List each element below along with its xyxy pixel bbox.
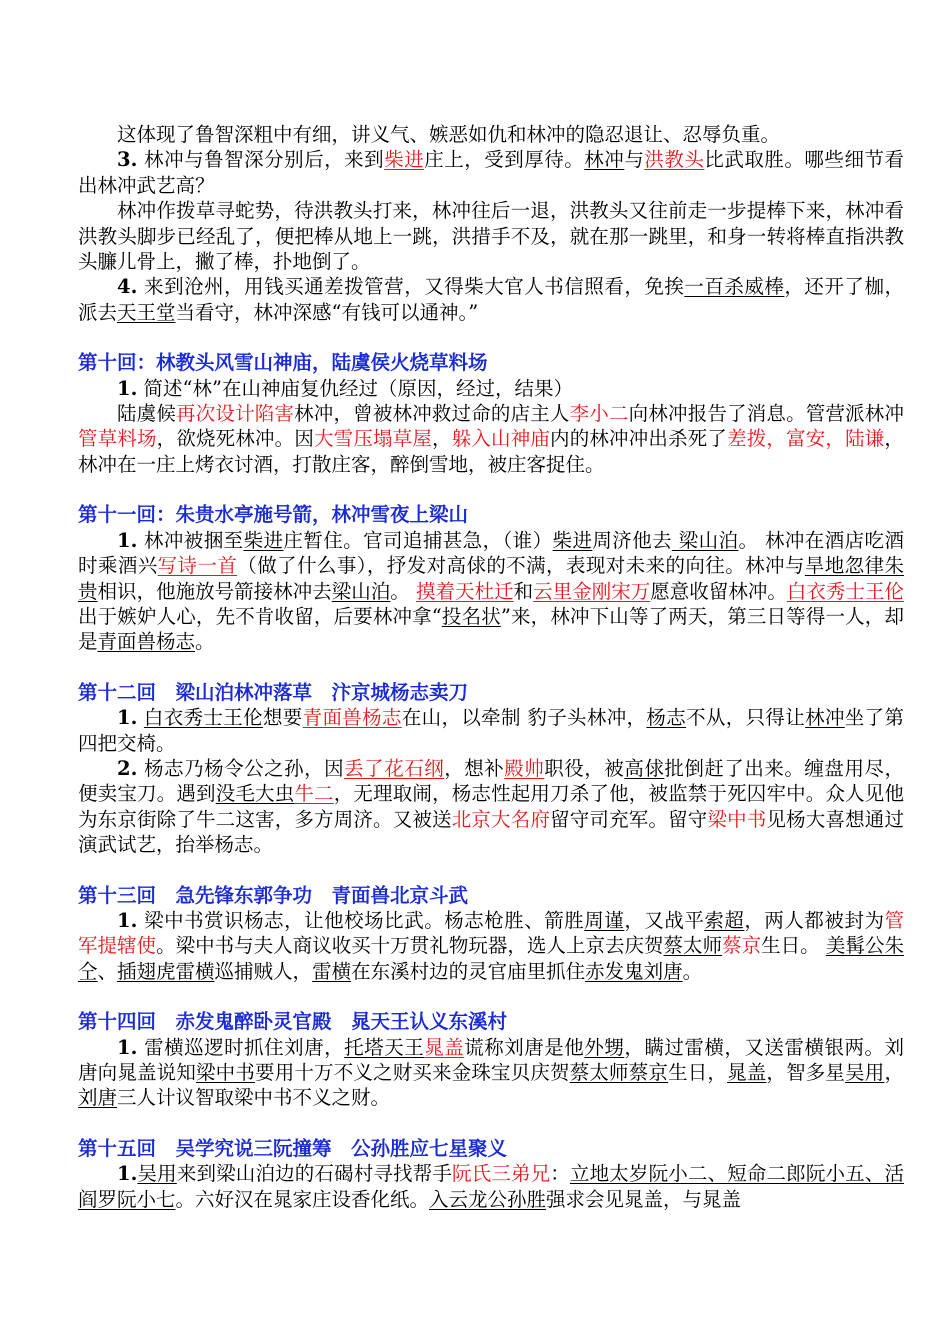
text-run: 4. bbox=[117, 275, 138, 299]
text-run: 第十一回：朱贵水亭施号箭，林冲雪夜上梁山 bbox=[78, 503, 469, 527]
chapter-heading bbox=[78, 1009, 904, 1034]
text-run: 周济他去 bbox=[592, 528, 673, 552]
underlined-text: 没毛大虫 bbox=[215, 782, 295, 806]
text-run: 批倒赶了出来。缠盘用尽，便卖宝刀。遇到 bbox=[78, 756, 904, 806]
text-run: ，又战平 bbox=[624, 908, 705, 932]
text-run: ，想补 bbox=[444, 756, 505, 780]
paragraph bbox=[78, 122, 904, 147]
text-run: ， bbox=[884, 1061, 904, 1084]
text-run: 谎称刘唐是他 bbox=[464, 1035, 585, 1059]
highlighted-text: 青面兽杨志 bbox=[302, 706, 402, 730]
highlighted-text: 柴进 bbox=[384, 148, 425, 172]
highlighted-text: 殿帅 bbox=[504, 756, 545, 780]
underlined-text: 梁山泊 bbox=[672, 528, 739, 552]
underlined-text: 刘唐 bbox=[78, 1086, 118, 1110]
text-run: ，还开了枷，派去 bbox=[78, 275, 904, 324]
text-run: 想要 bbox=[262, 706, 303, 730]
text-run: ，智多星 bbox=[766, 1061, 846, 1084]
underlined-text: 晁盖 bbox=[727, 1061, 767, 1084]
highlighted-text: 北京大名府 bbox=[451, 807, 551, 831]
highlighted-text: 牛二 bbox=[294, 782, 334, 806]
page-content bbox=[78, 122, 904, 1212]
text-run: ，欲烧死林冲。因 bbox=[156, 427, 315, 451]
text-run: 强求会见晁盖，与晁盖 bbox=[546, 1187, 742, 1211]
highlighted-text: 阮氏三弟兄 bbox=[452, 1162, 551, 1186]
text-run: 陆虞候 bbox=[117, 402, 177, 426]
paragraph bbox=[78, 274, 904, 325]
text-run: 来到沧州，用钱买通差拨管营，又得柴大官人书信照看，免挨 bbox=[137, 275, 685, 299]
underlined-text: 外甥 bbox=[584, 1035, 625, 1059]
text-run: 第十四回 赤发鬼醉卧灵官殿 晁天王认义东溪村 bbox=[78, 1010, 508, 1034]
paragraph bbox=[78, 528, 904, 655]
underlined-text: 柴进 bbox=[552, 528, 593, 552]
highlighted-text: 躲入山神庙 bbox=[451, 427, 551, 451]
underlined-text: 高俅 bbox=[624, 756, 665, 780]
text-run: 第十回：林教头风雪山神庙，陆虞侯火烧草料场 bbox=[78, 351, 488, 375]
text-run: 三人计议智取梁中书不义之财。 bbox=[117, 1086, 391, 1110]
text-run: 。 bbox=[682, 959, 703, 983]
text-run: 雷横巡逻时抓住刘唐， bbox=[137, 1035, 345, 1059]
underlined-text: 赤发鬼刘唐 bbox=[585, 959, 683, 983]
underlined-text: 蔡太师 bbox=[663, 934, 723, 958]
underlined-text: 托塔天王 bbox=[344, 1035, 425, 1059]
text-run: ”来，林冲下山等了两天，第三日等得一人，却是 bbox=[78, 604, 904, 654]
text-run: 庄暂住。官司追捕甚急，（谁） bbox=[283, 528, 553, 552]
text-run: （做了什么事），抒发对高俅的不满，表现对未来的向往。林冲与 bbox=[237, 554, 805, 578]
highlighted-text: 管军提辖使 bbox=[78, 908, 904, 958]
highlighted-text: 再次设计陷害 bbox=[176, 402, 295, 426]
underlined-text: 吴用 bbox=[845, 1061, 885, 1084]
text-run: 。 林冲在酒店吃酒时乘酒兴 bbox=[78, 528, 904, 578]
underlined-text: 白衣秀士王伦 bbox=[143, 706, 263, 730]
text-run: 与 bbox=[624, 148, 645, 172]
text-run: 内的林冲冲出杀死了 bbox=[550, 427, 728, 451]
chapter-heading bbox=[78, 502, 904, 527]
text-run: 庄上，受到厚待。 bbox=[424, 148, 585, 172]
text-run: 第十二回 梁山泊林冲落草 汴京城杨志卖刀 bbox=[78, 680, 469, 704]
text-run: 林冲与鲁智深分别后，来到 bbox=[137, 148, 385, 172]
text-run: 林冲作拨草寻蛇势，待洪教头打来，林冲往后一退，洪教头又往前走一步提棒下来，林冲看洪教头脚步已经乱了，便把棒从地上一跳，洪措手不及，就在那一跳里，和身一转将棒直指洪教头臁儿骨上，撇了棒，扑地倒了。 bbox=[78, 199, 904, 274]
highlighted-text: 晁盖 bbox=[424, 1035, 465, 1059]
text-run: 坐了第四把交椅。 bbox=[78, 706, 904, 755]
underlined-text: 蔡太师蔡京 bbox=[569, 1061, 669, 1084]
paragraph bbox=[78, 1035, 904, 1111]
underlined-text: 杨志 bbox=[646, 706, 687, 730]
text-run: 见杨大喜想通过演武试艺，抬举杨志。 bbox=[78, 807, 904, 857]
text-run: ， bbox=[432, 427, 452, 451]
underlined-text: 雷横 bbox=[312, 959, 352, 983]
text-run: 要用十万不义之财买来金珠宝贝庆贺 bbox=[255, 1061, 570, 1084]
text-run: 当看守，林冲深感“有钱可以通神。” bbox=[175, 300, 479, 324]
highlighted-text: 差拨，富安，陆谦 bbox=[727, 427, 885, 451]
underlined-text: 美髯公朱仝 bbox=[78, 934, 904, 983]
text-run: 杨志乃杨令公之孙，因 bbox=[137, 756, 345, 780]
underlined-text: 入云龙公孙胜 bbox=[429, 1187, 547, 1211]
text-run: 不从，只得让 bbox=[686, 706, 806, 730]
text-run: 2. bbox=[117, 756, 138, 780]
paragraph bbox=[78, 756, 904, 858]
text-run: 林冲，曾被林冲救过命的店主人 bbox=[294, 402, 570, 426]
text-run: 1. bbox=[117, 376, 138, 400]
highlighted-text: 李小二 bbox=[569, 402, 629, 426]
text-run: 第十三回 急先锋东郭争功 青面兽北京斗武 bbox=[78, 883, 469, 907]
text-run: ，瞒过雷横，又送雷横银两。刘唐向晁盖说知 bbox=[78, 1035, 904, 1084]
text-run: ，林冲在一庄上烤衣讨酒，打散庄客，醉倒雪地，被庄客捉住。 bbox=[78, 427, 904, 476]
text-run: 相识，他施放号箭接林冲去 bbox=[97, 579, 332, 603]
text-run: 这体现了鲁智深粗中有细，讲义气、嫉恶如仇和林冲的隐忍退让、忍辱负重。 bbox=[117, 123, 781, 146]
document-body bbox=[78, 122, 904, 1212]
paragraph bbox=[78, 908, 904, 984]
text-run: ： bbox=[550, 1162, 570, 1186]
paragraph bbox=[78, 376, 904, 401]
text-run: 比武取胜。哪些细节看出林冲武艺高？ bbox=[78, 148, 904, 197]
text-run: 和 bbox=[513, 579, 534, 603]
underlined-text: 投名状 bbox=[441, 604, 501, 628]
underlined-text: 立地太岁阮小二、短命二郎阮小五、活阎罗阮小七 bbox=[78, 1162, 904, 1211]
highlighted-text: 管草料场 bbox=[78, 427, 157, 451]
underlined-text: 插翅虎雷横 bbox=[117, 959, 215, 983]
text-run: 3. bbox=[117, 148, 138, 172]
underlined-text: 索超 bbox=[704, 908, 745, 932]
text-run: 出于嫉妒人心，先不肯收留，后要林冲拿“ bbox=[78, 604, 442, 628]
text-run: 生日。 bbox=[761, 934, 826, 958]
text-run: 梁中书赏识杨志，让他校场比武。杨志枪胜、箭胜 bbox=[137, 908, 585, 932]
text-run: 。 bbox=[195, 630, 215, 654]
text-run: 1. bbox=[117, 528, 138, 552]
highlighted-text: 云里金刚宋万 bbox=[533, 579, 651, 603]
text-run: 1. bbox=[117, 706, 138, 730]
text-run: 1. bbox=[117, 1162, 138, 1186]
text-run: 留守司充军。留守 bbox=[550, 807, 708, 831]
paragraph bbox=[78, 147, 904, 198]
chapter-heading bbox=[78, 1136, 904, 1161]
chapter-heading bbox=[78, 350, 904, 375]
underlined-text: 旱地忽律朱贵 bbox=[78, 554, 904, 603]
paragraph bbox=[78, 705, 904, 756]
highlighted-text: 蔡京 bbox=[722, 934, 762, 958]
highlighted-text: 白衣秀士王伦 bbox=[786, 579, 904, 603]
highlighted-text: 梁中书 bbox=[707, 807, 767, 831]
highlighted-text: 洪教头 bbox=[644, 148, 705, 172]
text-run: 第十五回 吴学究说三阮撞筹 公孙胜应七星聚义 bbox=[78, 1136, 508, 1160]
paragraph bbox=[78, 198, 904, 274]
text-run: 生日， bbox=[668, 1061, 728, 1084]
text-run: 在山，以牵制 豹子头林冲， bbox=[401, 706, 647, 730]
text-run: ，无理取闹，杨志性起用刀杀了他，被监禁于死囚牢中。众人见他为东京街除了牛二这害，多方周济。又被送 bbox=[78, 782, 904, 831]
text-run: 职役，被 bbox=[544, 756, 625, 780]
paragraph bbox=[78, 401, 904, 477]
underlined-text: 吴用 bbox=[137, 1162, 177, 1186]
text-run: 在东溪村边的灵官庙里抓住 bbox=[351, 959, 586, 983]
text-run: 1. bbox=[117, 1035, 138, 1059]
text-run: 、 bbox=[97, 959, 118, 983]
underlined-text: 周谨 bbox=[584, 908, 625, 932]
highlighted-text: 大雪压塌草屋 bbox=[314, 427, 433, 451]
chapter-heading bbox=[78, 883, 904, 908]
paragraph bbox=[78, 1161, 904, 1212]
text-run: 向林冲报告了消息。管营派林冲 bbox=[628, 402, 904, 426]
underlined-text: 一百杀威棒 bbox=[684, 275, 785, 299]
highlighted-text: 摸着天杜迁 bbox=[416, 579, 514, 603]
text-run: 巡捕贼人， bbox=[214, 959, 313, 983]
text-run: 愿意收留林冲。 bbox=[650, 579, 787, 603]
underlined-text: 梁山泊 bbox=[331, 579, 391, 603]
underlined-text: 天王堂 bbox=[117, 300, 176, 324]
chapter-heading bbox=[78, 680, 904, 705]
text-run: 。 bbox=[390, 579, 417, 603]
text-run: 。梁中书与夫人商议收买十万贯礼物玩器，选人上京去庆贺 bbox=[156, 934, 664, 958]
text-run: 来到梁山泊边的石碣村寻找帮手 bbox=[176, 1162, 453, 1186]
text-run: 1. bbox=[117, 908, 138, 932]
text-run: ，两人都被封为 bbox=[744, 908, 885, 932]
underlined-text: 林冲 bbox=[805, 706, 845, 730]
text-run: 。六好汉在晁家庄设香化纸。 bbox=[175, 1187, 430, 1211]
text-run: 简述“林”在山神庙复仇经过（原因，经过，结果） bbox=[137, 376, 573, 400]
underlined-text: 青面兽杨志 bbox=[97, 630, 196, 654]
highlighted-text: 丢了花石纲 bbox=[344, 756, 445, 780]
underlined-text: 柴进 bbox=[243, 528, 284, 552]
text-run: 林冲被捆至 bbox=[137, 528, 244, 552]
highlighted-text: 写诗一首 bbox=[157, 554, 238, 578]
underlined-text: 林冲 bbox=[584, 148, 625, 172]
underlined-text: 梁中书 bbox=[196, 1061, 256, 1084]
